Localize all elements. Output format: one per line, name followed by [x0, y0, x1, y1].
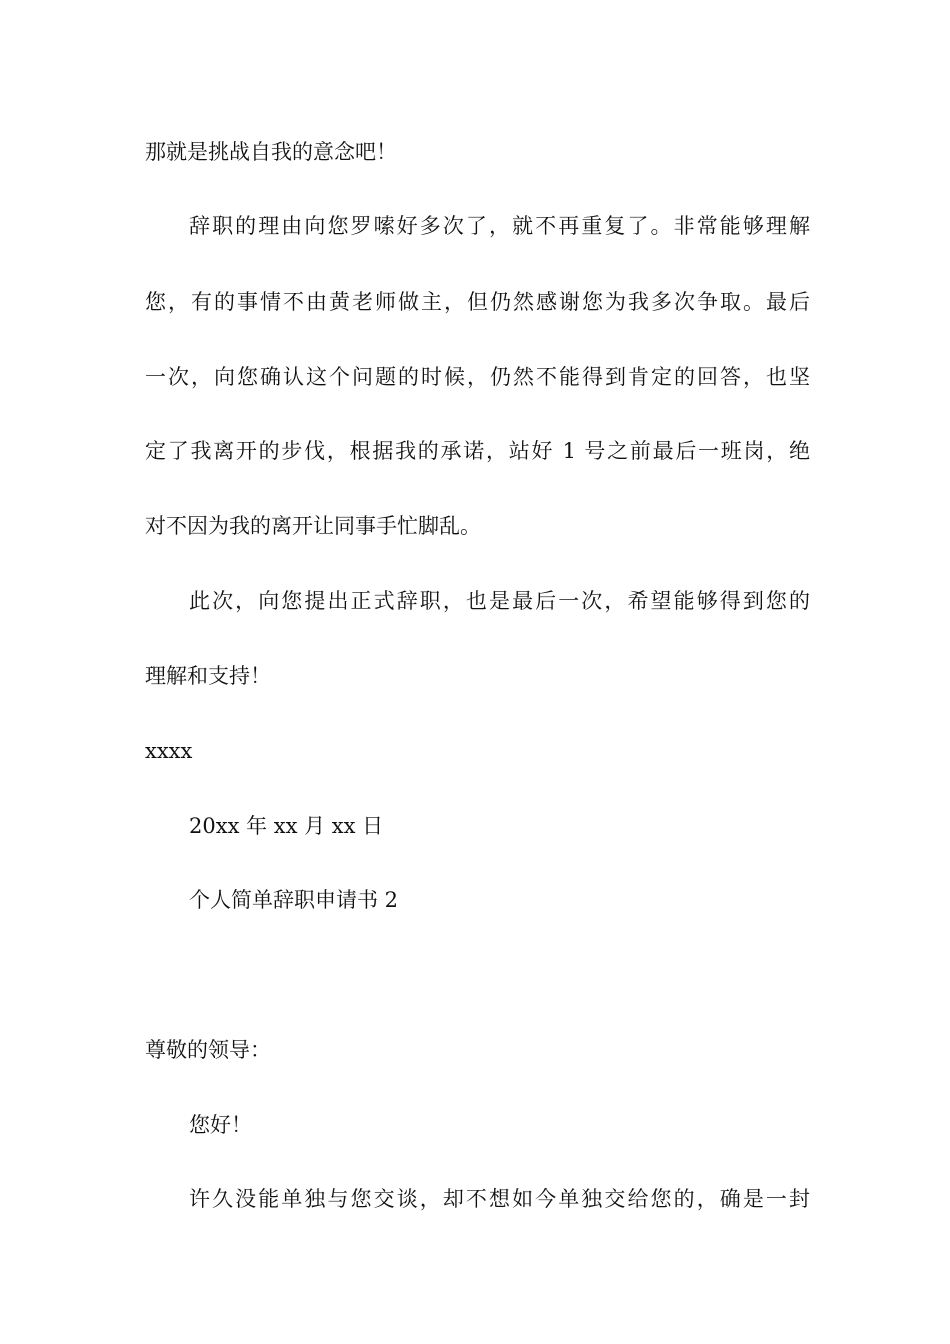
paragraph-closing-line: 那就是挑战自我的意念吧！	[145, 140, 397, 164]
paragraph-request-line-1: 此次，向您提出正式辞职，也是最后一次，希望能够得到您的	[189, 589, 810, 613]
paragraph-reason-line-2: 您，有的事情不由黄老师做主，但仍然感谢您为我多次争取。最后	[145, 290, 810, 314]
paragraph-reason-line-3: 一次，向您确认这个问题的时候，仍然不能得到肯定的回答，也坚	[145, 365, 810, 389]
section-heading: 个人简单辞职申请书 2	[189, 888, 399, 912]
salutation: 尊敬的领导：	[145, 1038, 271, 1062]
signature-date: 20xx 年 xx 月 xx 日	[189, 814, 384, 838]
paragraph-reason-line-5: 对不因为我的离开让同事手忙脚乱。	[145, 514, 481, 538]
paragraph-opening-line-1: 许久没能单独与您交谈，却不想如今单独交给您的，确是一封	[189, 1187, 810, 1211]
paragraph-reason-line-1: 辞职的理由向您罗嗦好多次了，就不再重复了。非常能够理解	[189, 214, 810, 238]
signature-name: xxxx	[145, 739, 193, 763]
paragraph-request-line-2: 理解和支持！	[145, 664, 271, 688]
greeting: 您好！	[189, 1113, 252, 1137]
paragraph-reason-line-4: 定了我离开的步伐，根据我的承诺，站好 1 号之前最后一班岗，绝	[145, 439, 810, 463]
